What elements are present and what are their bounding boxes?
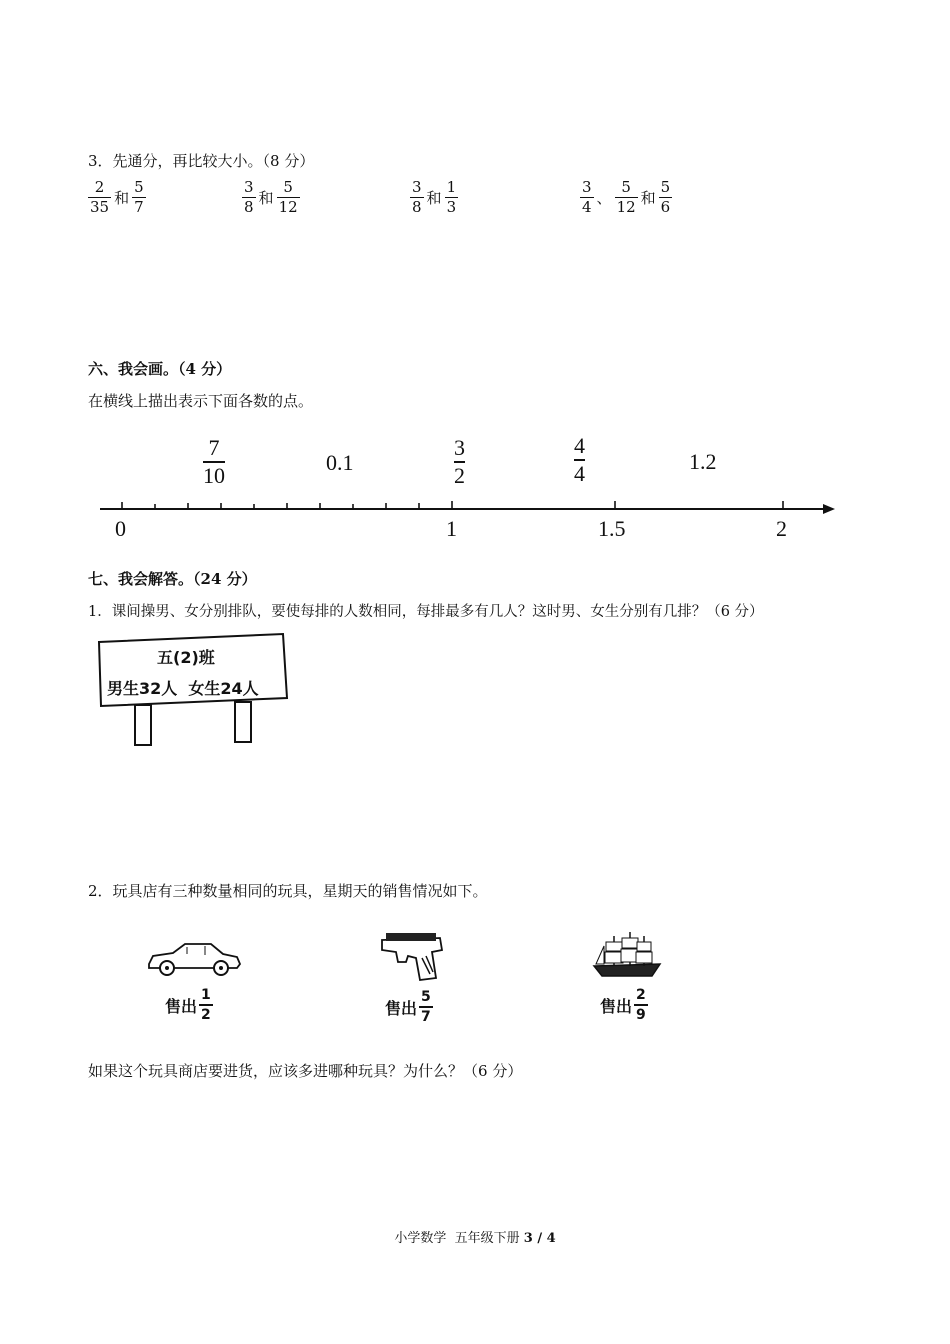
fraction: $\frac{3}{8}$ [244, 178, 254, 216]
tick-label-2: 2 [776, 516, 787, 541]
tick-label-1: 1 [446, 516, 457, 541]
footer-page-number: 3 / 4 [523, 1231, 556, 1246]
tick-label-1-5: 1.5 [598, 516, 626, 541]
tick-label-0: 0 [115, 516, 126, 541]
label-fraction-3-2: 3 2 [454, 435, 465, 488]
number-line [95, 493, 840, 543]
q3-item-1: $\frac{2}{35}$ 和 $\frac{5}{7}$ [90, 178, 144, 216]
fraction: $\frac{5}{12}$ [278, 178, 298, 216]
fraction: $\frac{5}{12}$ [616, 178, 636, 216]
fraction: $\frac{5}{7}$ [134, 178, 144, 216]
axis-arrow [823, 504, 835, 514]
toy-label-pistol: 售出 $\frac{5}{7}$ [385, 989, 431, 1025]
page-footer [0, 1227, 950, 1246]
sign-class-name: 五(2)班 [157, 648, 215, 667]
q1-text: 1．课间操男、女分别排队，要使每排的人数相同，每排最多有几人？这时男、女生分别有几排？（6 分） [88, 604, 764, 620]
axis-ticks [122, 501, 783, 509]
pistol-icon [378, 930, 448, 985]
toy-label-car: 售出 $\frac{1}{2}$ [165, 987, 211, 1023]
q3-item-4: $\frac{3}{4}$ 、 $\frac{5}{12}$ 和 $\frac{5}{6}$ [582, 178, 671, 216]
fraction: $\frac{1}{3}$ [446, 178, 457, 216]
fraction: $\frac{3}{4}$ [582, 178, 592, 216]
sign-student-count: 男生32人 女生24人 [107, 679, 259, 698]
q2-text: 2．玩具店有三种数量相同的玩具，星期天的销售情况如下。 [88, 882, 488, 900]
fraction: $\frac{2}{35}$ [90, 178, 110, 216]
label-decimal-0-1: 0.1 [326, 450, 354, 475]
footer-text: 小学数学 五年级下册 [394, 1231, 524, 1246]
ship-icon [590, 930, 670, 980]
fraction: $\frac{3}{8}$ [412, 178, 422, 216]
car-icon [145, 940, 245, 978]
section7-title: 七、我会解答。（24 分） [88, 570, 257, 588]
toy-label-ship: 售出 $\frac{2}{9}$ [600, 987, 646, 1023]
fraction: $\frac{5}{6}$ [660, 178, 671, 216]
label-decimal-1-2: 1.2 [689, 449, 717, 474]
section6-title: 六、我会画。（4 分） [88, 360, 232, 378]
label-fraction-7-10: 7 10 [203, 435, 225, 488]
q3-item-2: $\frac{3}{8}$ 和 $\frac{5}{12}$ [244, 178, 298, 216]
q3-item-3: $\frac{3}{8}$ 和 $\frac{1}{3}$ [412, 178, 457, 216]
q3-title: 3．先通分，再比较大小。（8 分） [88, 152, 315, 170]
q2-question: 如果这个玩具商店要进货，应该多进哪种玩具？为什么？（6 分） [88, 1062, 523, 1080]
label-fraction-4-4: 4 4 [574, 433, 585, 486]
section6-instruction: 在横线上描出表示下面各数的点。 [88, 392, 314, 410]
